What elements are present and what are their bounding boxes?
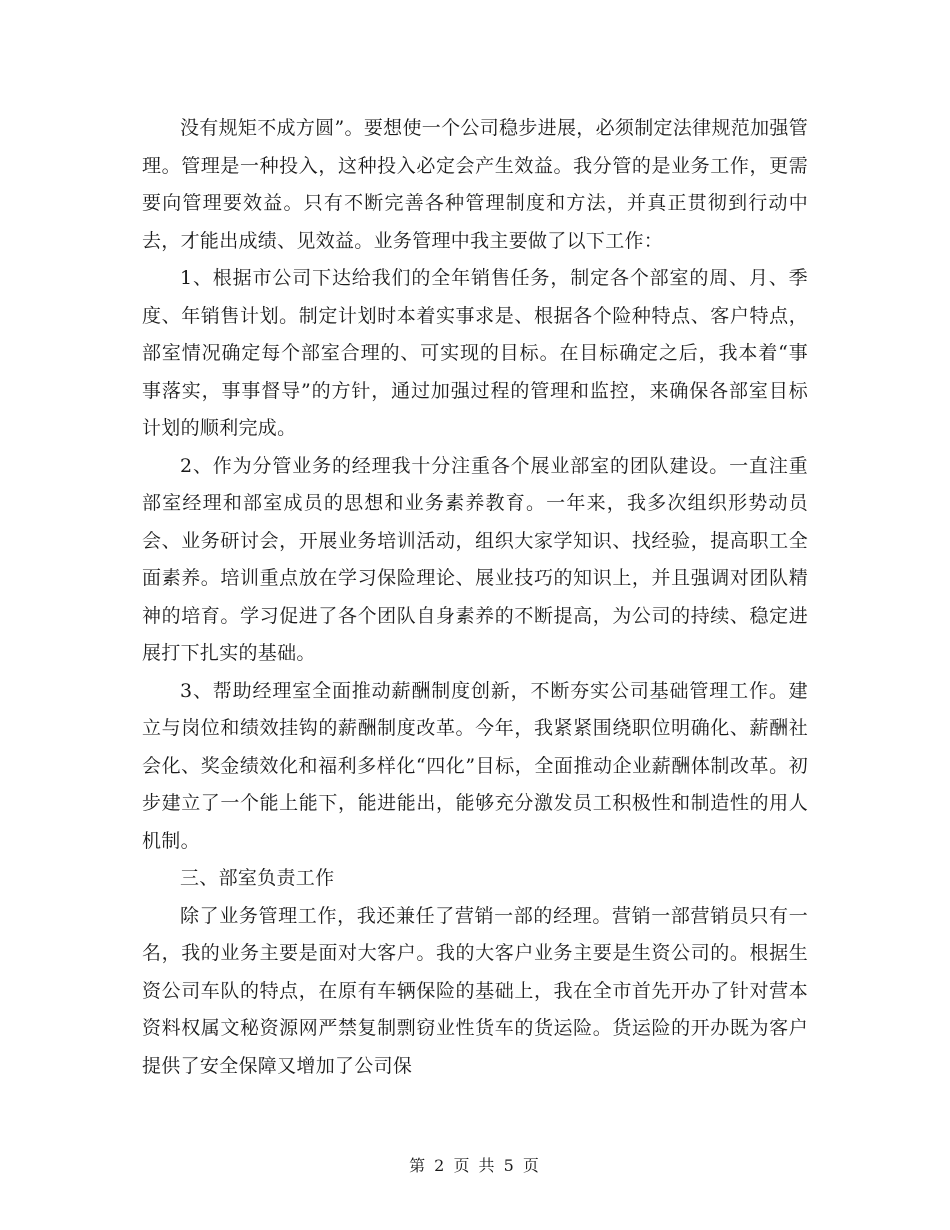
- paragraph-management-intro: 没有规矩不成方圆”。要想使一个公司稳步进展，必须制定法律规范加强管理。管理是一种投入，这种投入必定会产生效益。我分管的是业务工作，更需要向管理要效益。只有不断完善各种管理制度和方法，并真正贯彻到行动中去，才能出成绩、见效益。业务管理中我主要做了以下工作：: [142, 117, 808, 252]
- paragraph-item-3-salary-reform: 3、帮助经理室全面推动薪酬制度创新，不断夯实公司基础管理工作。建立与岗位和绩效挂钩的薪酬制度改革。今年，我紧紧围绕职位明确化、薪酬社会化、奖金绩效化和福利多样化“四化”目标，全面推动企业薪酬体制改革。初步建立了一个能上能下，能进能出，能够充分激发员工积极性和制造性的用人机制。: [142, 679, 808, 852]
- paragraph-department-work: 除了业务管理工作，我还兼任了营销一部的经理。营销一部营销员只有一名，我的业务主要是面对大客户。我的大客户业务主要是生资公司的。根据生资公司车队的特点，在原有车辆保险的基础上，我在全市首先开办了针对营本资料权属文秘资源网严禁复制剽窃业性货车的货运险。货运险的开办既为客户提供了安全保障又增加了公司保: [142, 904, 808, 1077]
- document-body: [142, 110, 808, 1085]
- section-heading-department-work: 三、部室负责工作: [180, 867, 335, 889]
- paragraph-item-1-sales-plan: 1、根据市公司下达给我们的全年销售任务，制定各个部室的周、月、季度、年销售计划。制定计划时本着实事求是、根据各个险种特点、客户特点，部室情况确定每个部室合理的、可实现的目标。在目标确定之后，我本着“事事落实，事事督导”的方针，通过加强过程的管理和监控，来确保各部室目标计划的顺利完成。: [142, 267, 808, 439]
- page-number-footer: 第 2 页 共 5 页: [409, 1156, 541, 1175]
- paragraph-item-2-team-building: 2、作为分管业务的经理我十分注重各个展业部室的团队建设。一直注重部室经理和部室成员的思想和业务素养教育。一年来，我多次组织形势动员会、业务研讨会，开展业务培训活动，组织大家学知识、找经验，提高职工全面素养。培训重点放在学习保险理论、展业技巧的知识上，并且强调对团队精神的培育。学习促进了各个团队自身素养的不断提高，为公司的持续、稳定进展打下扎实的基础。: [142, 454, 808, 664]
